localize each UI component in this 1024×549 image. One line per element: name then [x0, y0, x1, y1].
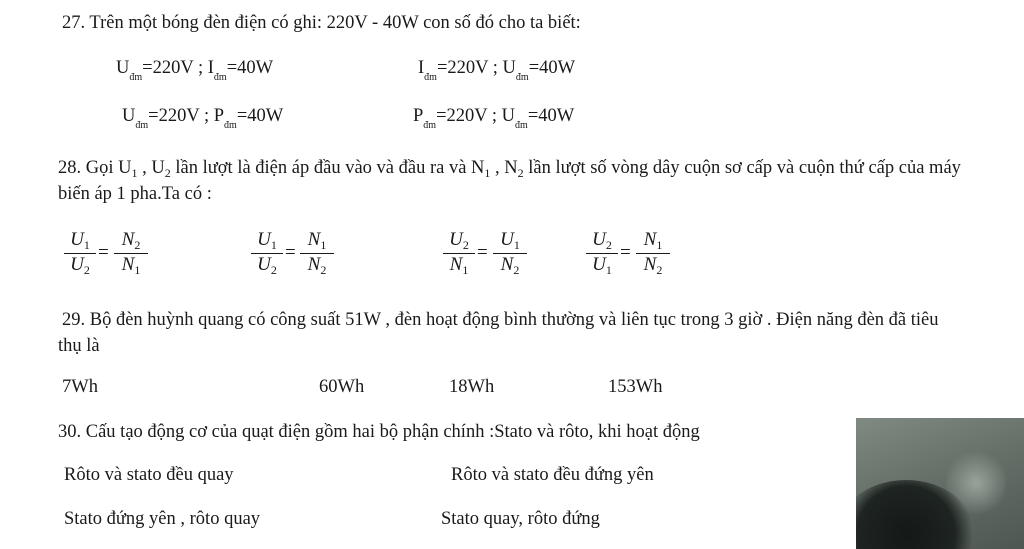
q28-c-left-fraction: $U_2$ $N_1$	[443, 229, 475, 281]
webcam-overlay	[856, 418, 1024, 549]
q28-a-right-fraction: $N_2$ $N_1$	[114, 229, 148, 281]
q27-option-d[interactable]: $P_{đm}=220V$ ; $U_{đm}=40W$	[413, 106, 575, 131]
q29-option-d[interactable]: 153Wh	[608, 377, 663, 397]
q30-option-a[interactable]: Rôto và stato đều quay	[64, 465, 234, 485]
q29-question-line2: thụ là	[58, 336, 100, 356]
q28-a-equals: =	[98, 242, 109, 263]
q27-question: 27. Trên một bóng đèn điện có ghi: 220V - 40W con số đó cho ta biết:	[62, 13, 581, 33]
q28-b-right-fraction: $N_1$ $N_2$	[300, 229, 334, 281]
q28-a-left-fraction: $U_1$ $U_2$	[64, 229, 96, 281]
q27-option-b[interactable]: $I_{đm}=220V$ ; $U_{đm}=40W$	[418, 58, 576, 83]
q29-option-b[interactable]: 60Wh	[319, 377, 365, 397]
q28-c-right-fraction: $U_1$ $N_2$	[493, 229, 527, 281]
q27-option-a[interactable]: $U_{đm}=220V$ ; $I_{đm}=40W$	[116, 58, 274, 83]
q29-option-a[interactable]: 7Wh	[62, 377, 98, 397]
q28-c-equals: =	[477, 242, 488, 263]
q30-option-d[interactable]: Stato quay, rôto đứng	[441, 509, 600, 529]
q29-option-c[interactable]: 18Wh	[449, 377, 495, 397]
q28-d-left-fraction: $U_2$ $U_1$	[586, 229, 618, 281]
q29-question-line1: 29. Bộ đèn huỳnh quang có công suất 51W , đèn hoạt động bình thường và liên tục trong 3 giờ . Điện năng đèn đã tiêu	[62, 310, 939, 330]
q30-option-c[interactable]: Stato đứng yên , rôto quay	[64, 509, 261, 529]
q28-b-equals: =	[285, 242, 296, 263]
q28-d-equals: =	[620, 242, 631, 263]
q28-d-right-fraction: $N_1$ $N_2$	[636, 229, 670, 281]
q28-question-line1: 28. Gọi $U_1$ , $U_2$ lần lượt là điện áp đầu vào và đầu ra và $N_1$ , $N_2$ lần lượt số vòng dây cuộn sơ cấp và cuộn thứ cấp của máy	[58, 158, 961, 180]
q30-option-b[interactable]: Rôto và stato đều đứng yên	[451, 465, 654, 485]
q28-question-line2: biến áp 1 pha.Ta có :	[58, 184, 212, 204]
q28-b-left-fraction: $U_1$ $U_2$	[251, 229, 283, 281]
q30-question: 30. Cấu tạo động cơ của quạt điện gồm hai bộ phận chính :Stato và rôto, khi hoạt động	[58, 422, 700, 442]
q27-option-c[interactable]: $U_{đm}=220V$ ; $P_{đm}=40W$	[122, 106, 284, 131]
